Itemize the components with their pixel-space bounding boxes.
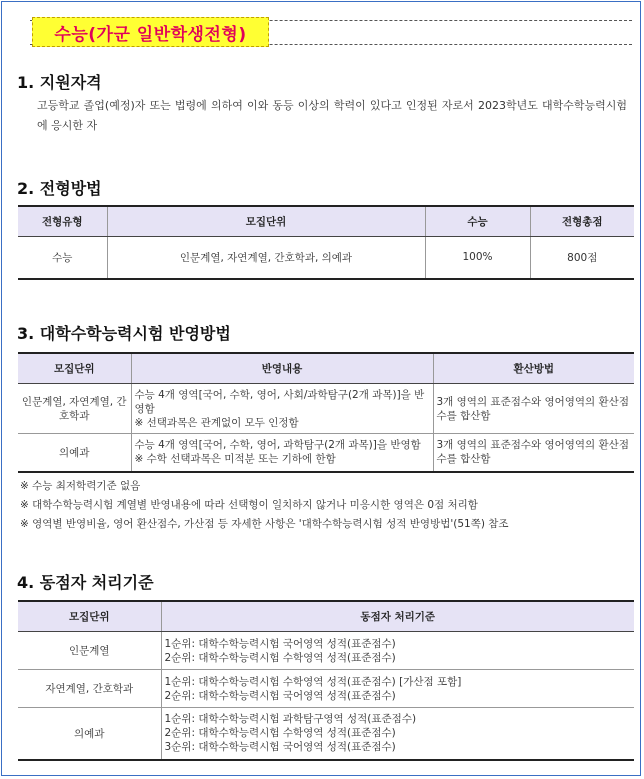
table-row xyxy=(18,632,634,670)
cell-method: 3개 영역의 표준점수와 영어영역의 환산점수를 합산함 xyxy=(433,384,634,434)
selection-method-table xyxy=(18,205,634,280)
content-line: 수능 4개 영역[국어, 수학, 영어, 과학탐구(2개 과목)]을 반영함 xyxy=(134,439,421,452)
section-4-heading: 4. 동점자 처리기준 xyxy=(17,573,154,592)
cell-unit: 의예과 xyxy=(18,708,161,760)
col-header-total: 전형총점 xyxy=(530,206,634,237)
cell-criteria xyxy=(161,670,634,708)
section-2-heading: 2. 전형방법 xyxy=(17,179,102,198)
table-row xyxy=(18,384,634,434)
col-header-csat: 수능 xyxy=(425,206,530,237)
content-note: ※ 수학 선택과목은 미적분 또는 기하에 한함 xyxy=(134,453,336,466)
cell-unit: 인문계열 xyxy=(18,632,161,670)
cell-type: 수능 xyxy=(18,237,107,279)
content-line: 수능 4개 영역[국어, 수학, 영어, 사회/과학탐구(2개 과목)]을 반영함 xyxy=(134,388,425,415)
cell-unit: 인문계열, 자연계열, 간호학과, 의예과 xyxy=(107,237,425,279)
table-row xyxy=(18,708,634,760)
cell-csat: 100% xyxy=(425,237,530,279)
cell-criteria xyxy=(161,632,634,670)
tiebreak-table xyxy=(18,600,634,761)
content-note: ※ 선택과목은 관계없이 모두 인정함 xyxy=(134,416,299,429)
criteria-line: 1순위: 대학수학능력시험 국어영역 성적(표준점수) xyxy=(164,637,396,650)
note-item: ※ 영역별 반영비율, 영어 환산점수, 가산점 등 자세한 사항은 '대학수학능력시험 성적 반영방법'(51쪽) 참조 xyxy=(20,518,509,530)
col-header-type: 전형유형 xyxy=(18,206,107,237)
col-header-method: 환산방법 xyxy=(433,353,634,384)
section-3-heading: 3. 대학수학능력시험 반영방법 xyxy=(17,324,231,343)
col-header-unit: 모집단위 xyxy=(18,601,161,632)
page-title: 수능(가군 일반학생전형) xyxy=(32,17,269,47)
cell-method: 3개 영역의 표준점수와 영어영역의 환산점수를 합산함 xyxy=(433,434,634,472)
criteria-line: 2순위: 대학수학능력시험 수학영역 성적(표준점수) xyxy=(164,727,396,740)
cell-total: 800점 xyxy=(530,237,634,279)
cell-unit: 의예과 xyxy=(18,434,131,472)
section-1-heading: 1. 지원자격 xyxy=(17,73,102,92)
col-header-content: 반영내용 xyxy=(131,353,433,384)
cell-unit: 인문계열, 자연계열, 간호학과 xyxy=(18,384,131,434)
cell-unit: 자연계열, 간호학과 xyxy=(18,670,161,708)
criteria-line: 1순위: 대학수학능력시험 수학영역 성적(표준점수) [가산점 포함] xyxy=(164,675,462,688)
note-item: ※ 대학수학능력시험 계열별 반영내용에 따라 선택형이 일치하지 않거나 미응시한 영역은 0점 처리함 xyxy=(20,499,478,511)
eligibility-text: 고등학교 졸업(예정)자 또는 법령에 의하여 이와 동등 이상의 학력이 있다고 인정된 자로서 2023학년도 대학수학능력시험에 응시한 자 xyxy=(37,99,627,132)
table-row xyxy=(18,670,634,708)
notes-list xyxy=(20,477,509,534)
table-row xyxy=(18,434,634,472)
criteria-line: 3순위: 대학수학능력시험 국어영역 성적(표준점수) xyxy=(164,741,396,754)
csat-reflection-table xyxy=(18,352,634,473)
cell-content xyxy=(131,384,433,434)
cell-criteria xyxy=(161,708,634,760)
col-header-unit: 모집단위 xyxy=(18,353,131,384)
criteria-line: 2순위: 대학수학능력시험 수학영역 성적(표준점수) xyxy=(164,651,396,664)
cell-content xyxy=(131,434,433,472)
criteria-line: 2순위: 대학수학능력시험 국어영역 성적(표준점수) xyxy=(164,689,396,702)
criteria-line: 1순위: 대학수학능력시험 과학탐구영역 성적(표준점수) xyxy=(164,713,417,726)
table-row xyxy=(18,237,634,279)
note-item: ※ 수능 최저학력기준 없음 xyxy=(20,480,141,492)
col-header-unit: 모집단위 xyxy=(107,206,425,237)
col-header-criteria: 동점자 처리기준 xyxy=(161,601,634,632)
